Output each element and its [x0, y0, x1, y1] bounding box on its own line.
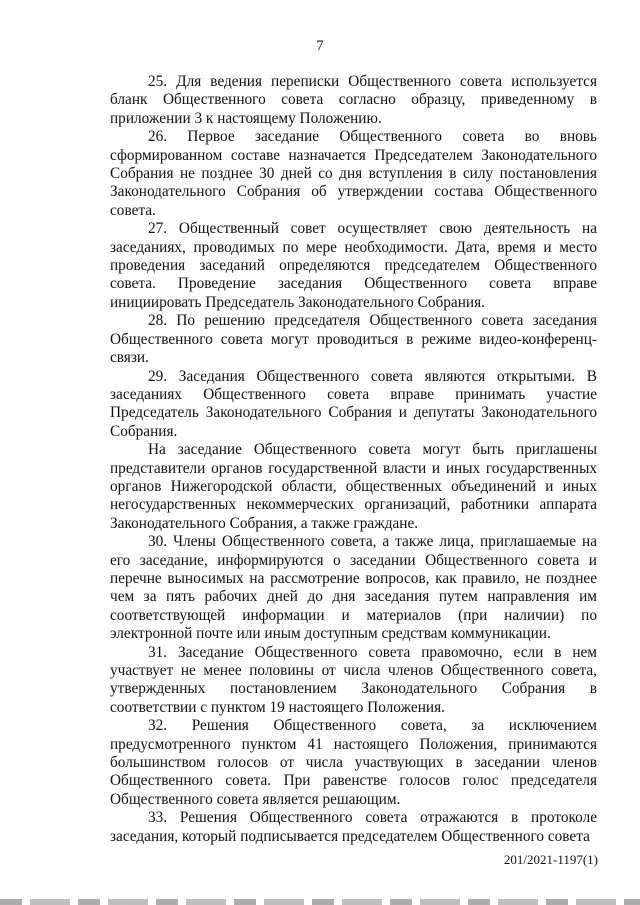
paragraph-26: 26. Первое заседание Общественного совета во вновь сформированном составе назначается Председателем Законодательного Собрания не позднее 30 дней со дня вступления в силу постановления Законодательного Собрания об утверждении состава Общественного совета.: [110, 128, 597, 219]
paragraph-25: 25. Для ведения переписки Общественного совета используется бланк Общественного совета согласно образцу, приведенному в приложении 3 к настоящему Положению.: [110, 73, 597, 127]
paragraph-27: 27. Общественный совет осуществляет свою деятельность на заседаниях, проводимых по мере необходимости. Дата, время и место проведения заседаний определяются председателем Общественного совета. Проведение заседания Общественного совета вправе инициировать Председатель Законодательного Собрания.: [110, 220, 597, 311]
document-code: 201/2021-1197(1): [503, 852, 598, 867]
paragraph-30: 30. Члены Общественного совета, а также лица, приглашаемые на его заседание, информируются о заседании Общественного совета и перечне выносимых на рассмотрение вопросов, как правило, не позднее чем за пять рабочих дней до дня заседания путем направления им соответствующей информации и материалов (при наличии) по электронной почте или иным доступным средствам коммуникации.: [110, 533, 597, 643]
scan-edge-artifact: [0, 899, 640, 905]
paragraph-28: 28. По решению председателя Общественного совета заседания Общественного совета могут проводиться в режиме видео-конференц-связи.: [110, 312, 597, 367]
paragraph-31: 31. Заседание Общественного совета правомочно, если в нем участвует не менее половины от числа членов Общественного совета, утвержденных постановлением Законодательного Собрания в соответствии с пунктом 19 настоящего Положения.: [110, 643, 597, 716]
paragraph-29: 29. Заседания Общественного совета являются открытыми. В заседаниях Общественного совета вправе принимать участие Председатель Законодательного Собрания и депутаты Законодательного Собрания.: [110, 367, 597, 440]
document-body: [110, 73, 597, 846]
paragraph-29-continuation: На заседание Общественного совета могут быть приглашены представители органов государственной власти и иных государственных органов Нижегородской области, общественных объединений и иных негосударственных некоммерческих организаций, работники аппарата Законодательного Собрания, а также граждане.: [110, 441, 597, 532]
page-number: 7: [316, 38, 324, 54]
paragraph-32: 32. Решения Общественного совета, за исключением предусмотренного пунктом 41 настоящего Положения, принимаются большинством голосов от числа участвующих в заседании членов Общественного совета. При равенстве голосов голос председателя Общественного совета является решающим.: [110, 717, 597, 808]
paragraph-33: 33. Решения Общественного совета отражаются в протоколе заседания, который подписывается председателем Общественного совета: [110, 809, 597, 845]
